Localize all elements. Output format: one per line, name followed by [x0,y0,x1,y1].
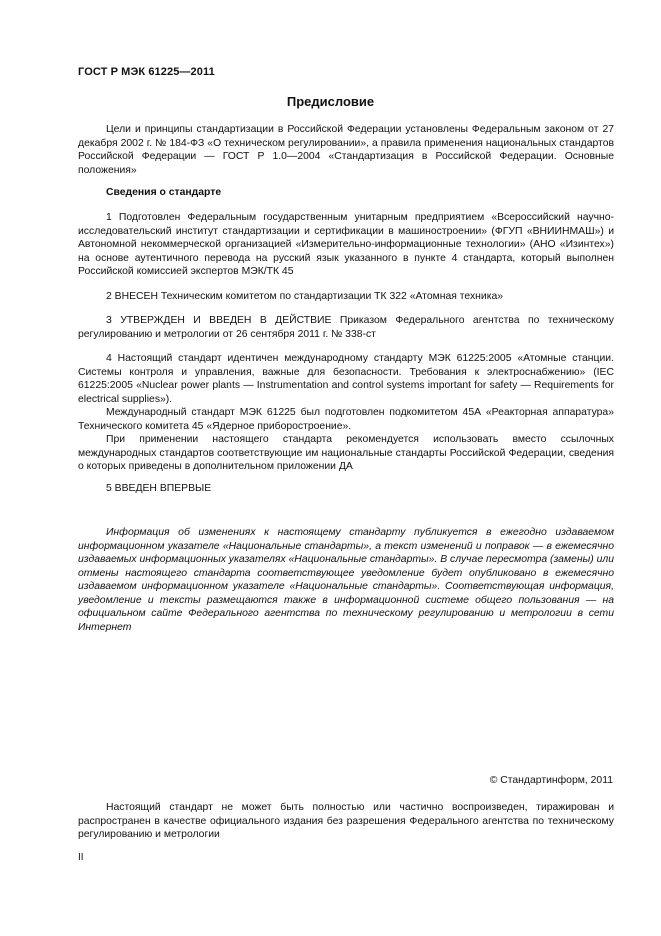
reproduction-section [78,801,614,842]
reproduction-paragraph: Настоящий стандарт не может быть полностью или частично воспроизведен, тиражирован и распространен в качестве официального издания без разрешения Федерального агентства по техническому регулированию и метрологии [78,802,614,840]
intro-section [78,123,614,177]
item-2-paragraph: 2 ВНЕСЕН Техническим комитетом по стандартизации ТК 322 «Атомная техника» [106,291,504,302]
item-5-paragraph: 5 ВВЕДЕН ВПЕРВЫЕ [106,483,212,494]
item-3-paragraph: 3 УТВЕРЖДЕН И ВВЕДЕН В ДЕЙСТВИЕ Приказом Федерального агентства по техническому регулированию и метрологии от 26 сентября 2011 г. № 338-ст [78,315,614,340]
about-standard-heading: Сведения о стандарте [106,187,222,198]
page-title: Предисловие [286,94,375,109]
item-4-paragraph-3: При применении настоящего стандарта рекомендуется использовать вместо ссылочных международных стандартов соответствующие им национальные стандарты Российской Федерации, сведения о которых приведены в дополнительном приложении ДА [78,434,614,472]
notice-paragraph: Информация об изменениях к настоящему стандарту публикуется в ежегодно издаваемом информационном указателе «Национальные стандарты», а текст изменений и поправок — в ежемесячно издаваемых информационных указателях «Национальные стандарты». В случае пересмотра (замены) или отмены настоящего стандарта соответствующее уведомление будет опубликовано в ежемесячно издаваемом информационном указателе «Национальные стандарты». Соответствующая информация, уведомление и тексты размещаются также в информационной системе общего пользования — на официальном сайте Федерального агентства по техническому регулированию и метрологии в сети Интернет [78,527,614,633]
copyright-line: © Стандартинформ, 2011 [489,775,613,786]
item-4-section [78,352,614,474]
notice-section [78,526,614,634]
item-3-section [78,314,614,341]
about-standard-section [78,186,614,200]
document-code-header: ГОСТ Р МЭК 61225—2011 [78,66,215,78]
item-1-paragraph: 1 Подготовлен Федеральным государственным унитарным предприятием «Всероссийский научно-исследовательский институт стандартизации и сертификации в машиностроении» (ФГУП «ВНИИНМАШ») и Автономной некоммерческой организацией «Измерительно-информационные технологии» (АНО «Изинтех») на основе аутентичного перевода на русский язык указанного в пункте 4 стандарта, который выполнен Российской комиссией экспертов МЭК/ТК 45 [78,212,614,277]
item-5-section [78,482,614,496]
item-4-paragraph-2: Международный стандарт МЭК 61225 был подготовлен подкомитетом 45А «Реакторная аппаратура» Технического комитета 45 «Ядерное приборостроение». [78,407,614,432]
page-number: II [78,852,84,863]
item-2-section [78,290,614,304]
intro-paragraph: Цели и принципы стандартизации в Российской Федерации установлены Федеральным законом от 27 декабря 2002 г. № 184-ФЗ «О техническом регулировании», а правила применения национальных стандартов Российской Федерации — ГОСТ Р 1.0—2004 «Стандартизация в Российской Федерации. Основные положения» [78,124,614,176]
item-4-paragraph-1: 4 Настоящий стандарт идентичен международному стандарту МЭК 61225:2005 «Атомные станции. Системы контроля и управления, важные для безопасности. Требования к электроснабжению» (IEC 61225:2005 «Nuclear power plants — Instrumentation and control systems important for safety — Requirements for electrical supplies»). [78,353,614,405]
item-1-section [78,211,614,279]
